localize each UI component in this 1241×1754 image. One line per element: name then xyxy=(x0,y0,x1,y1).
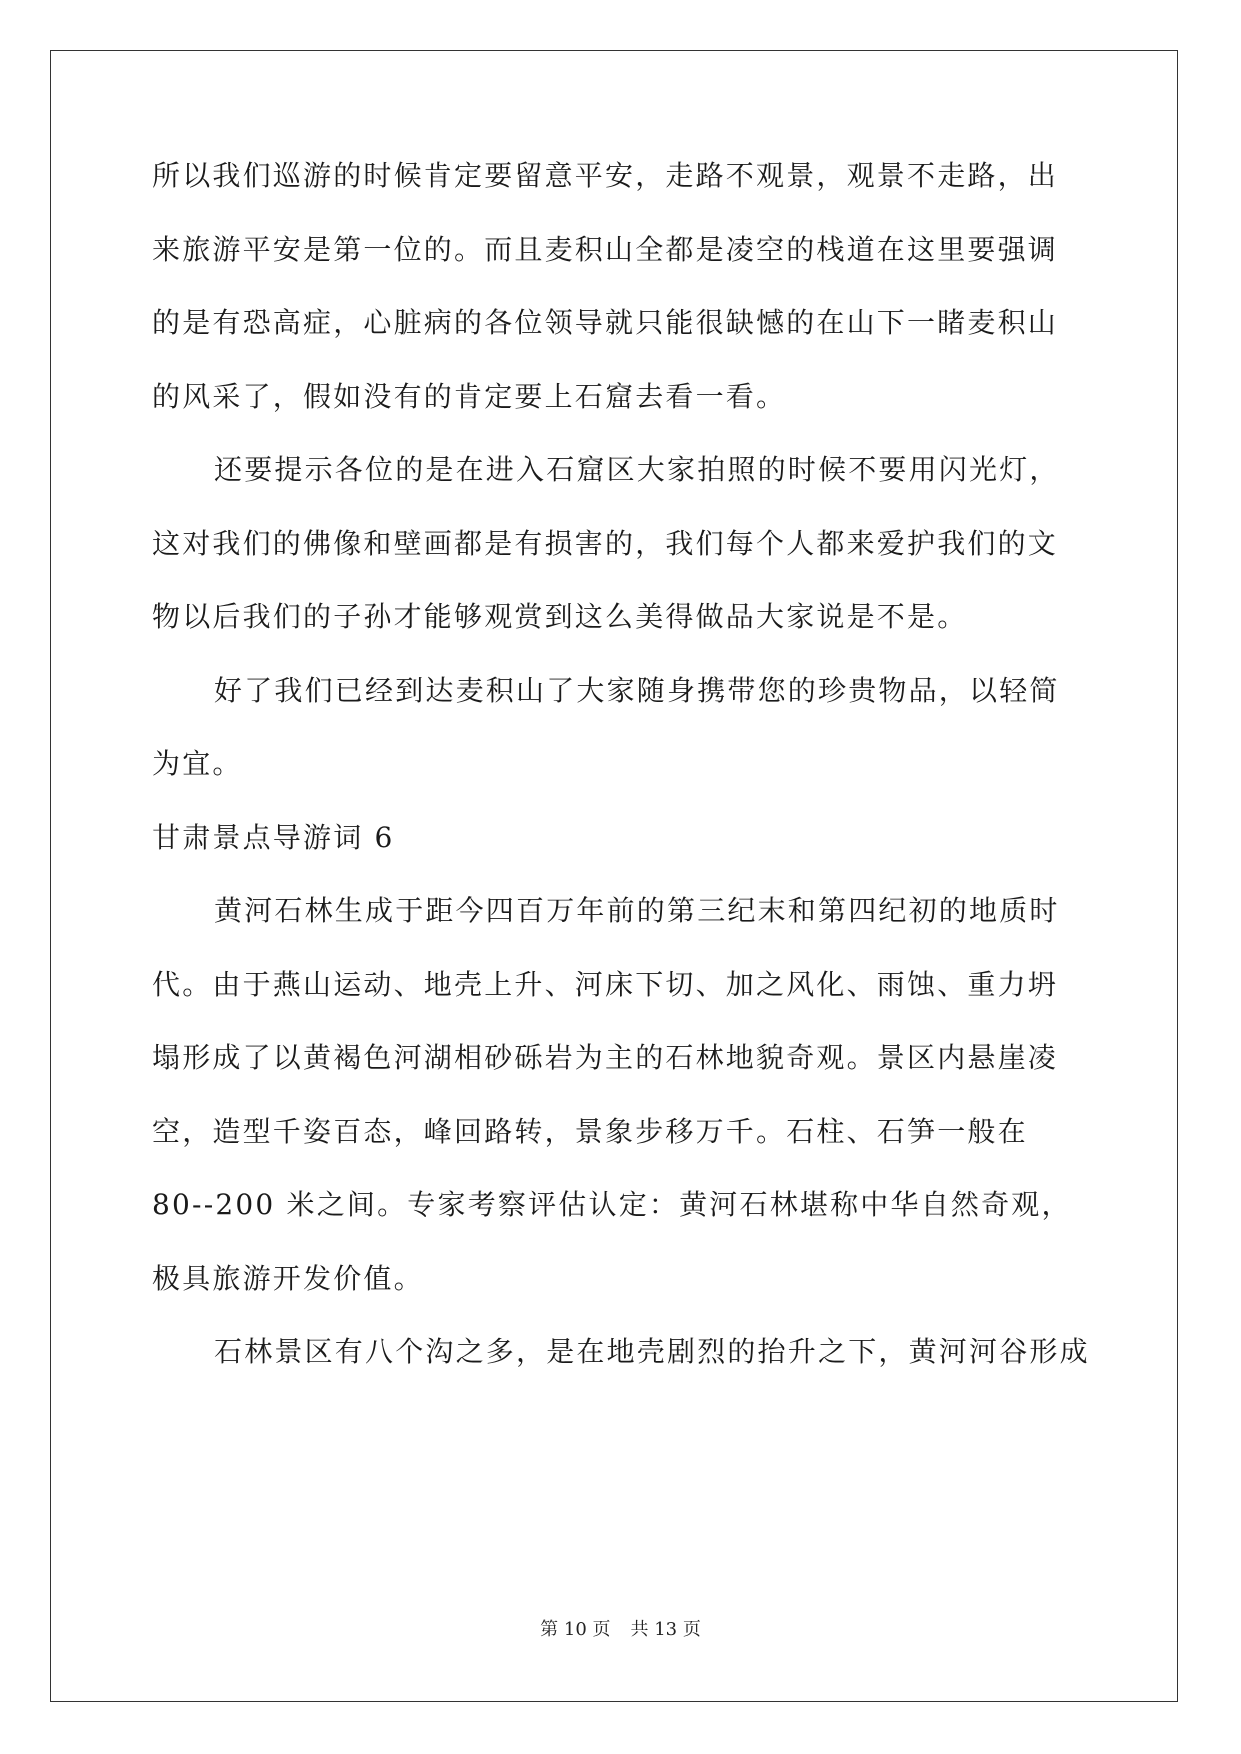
text-line: 空，造型千姿百态，峰回路转，景象步移万千。石柱、石笋一般在 xyxy=(152,1114,1028,1148)
text-line: 物以后我们的子孙才能够观赏到这么美得做品大家说是不是。 xyxy=(152,600,968,633)
document-body xyxy=(152,158,1090,1408)
text-line: 的是有恐高症，心脏病的各位领导就只能很缺憾的在山下一睹麦积山 xyxy=(152,306,1059,339)
text-line: 还要提示各位的是在进入石窟区大家拍照的时候不要用闪光灯， xyxy=(214,453,1060,486)
text-line: 塌形成了以黄褐色河湖相砂砾岩为主的石林地貌奇观。景区内悬崖凌 xyxy=(152,1041,1059,1074)
text-line: 黄河石林生成于距今四百万年前的第三纪末和第四纪初的地质时 xyxy=(214,894,1060,927)
text-line: 80--200 米之间。专家考察评估认定：黄河石林堪称中华自然奇观， xyxy=(152,1188,1072,1221)
text-line: 代。由于燕山运动、地壳上升、河床下切、加之风化、雨蚀、重力坍 xyxy=(152,967,1059,1001)
text-line: 好了我们已经到达麦积山了大家随身携带您的珍贵物品，以轻简 xyxy=(214,673,1060,707)
text-line: 为宜。 xyxy=(152,747,243,780)
text-line: 石林景区有八个沟之多，是在地壳剧烈的抬升之下，黄河河谷形成 xyxy=(214,1335,1090,1368)
section-heading: 甘肃景点导游词 6 xyxy=(152,820,395,854)
text-line: 所以我们巡游的时候肯定要留意平安，走路不观景，观景不走路，出 xyxy=(152,159,1059,192)
page-number-current: 第 10 页 xyxy=(540,1619,611,1640)
text-line: 的风采了，假如没有的肯定要上石窟去看一看。 xyxy=(152,379,787,413)
page-footer xyxy=(0,1615,1241,1641)
text-line: 这对我们的佛像和壁画都是有损害的，我们每个人都来爱护我们的文 xyxy=(152,526,1059,560)
text-line: 来旅游平安是第一位的。而且麦积山全都是凌空的栈道在这里要强调 xyxy=(152,232,1059,266)
page-number-total: 共 13 页 xyxy=(630,1619,701,1640)
text-line: 极具旅游开发价值。 xyxy=(152,1261,424,1295)
